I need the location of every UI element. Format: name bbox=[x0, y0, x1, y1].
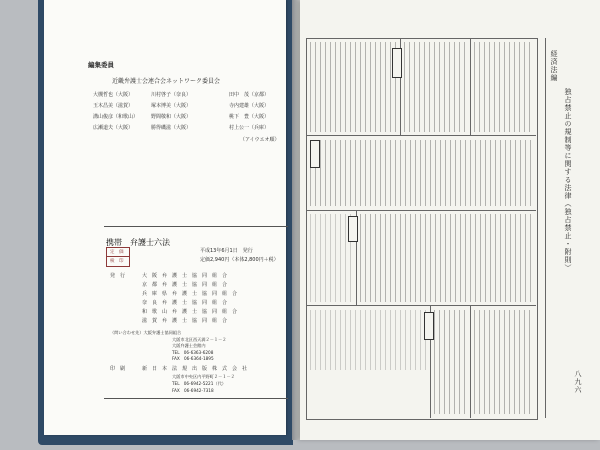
editorial-org: 近畿弁護士会連合会ネットワーク委員会 bbox=[112, 78, 221, 85]
member-name: 桃下 豊（大阪） bbox=[229, 114, 270, 120]
publisher-name: 奈 良 弁 護 士 協 同 組 合 bbox=[142, 300, 228, 306]
inquiry-building: 大阪弁護士会館内 bbox=[172, 343, 206, 348]
law-text-block bbox=[474, 42, 532, 132]
price-stamp-box bbox=[106, 247, 130, 267]
stamp-label-bottom: 検 印 bbox=[110, 259, 124, 264]
article-label-box bbox=[392, 48, 402, 78]
row-divider bbox=[306, 305, 536, 306]
member-name: 玉木昌美（滋賀） bbox=[93, 103, 134, 109]
publisher-name: 兵 庫 県 弁 護 士 協 同 組 合 bbox=[142, 291, 238, 297]
publisher-name: 和 歌 山 弁 護 士 協 同 組 合 bbox=[142, 309, 238, 315]
publisher-label: 発 行 bbox=[110, 273, 126, 279]
inquiry-fax: FAX 06-6364-1895 bbox=[172, 356, 214, 361]
colophon-top-rule bbox=[104, 226, 288, 227]
issue-date: 平成13年6月1日 発行 bbox=[200, 248, 253, 254]
law-text-block bbox=[310, 42, 396, 132]
law-text-block bbox=[310, 214, 352, 302]
page-number: 八九六 bbox=[574, 370, 582, 394]
member-name: 勝得磯滋（大阪） bbox=[151, 125, 192, 131]
publisher-name: 滋 賀 弁 護 士 協 同 組 合 bbox=[142, 318, 228, 324]
law-title: 独占禁止の規制等に関する法律（独占禁止・附則） bbox=[564, 88, 572, 272]
printer-tel: TEL 06-6942-5221（代） bbox=[172, 381, 226, 386]
member-name: 溝山俊彦（和歌山） bbox=[93, 114, 139, 120]
section-label: 経済法編 bbox=[550, 50, 558, 82]
law-text-block bbox=[434, 310, 466, 414]
law-text-block bbox=[360, 214, 532, 302]
law-text-block bbox=[310, 310, 426, 370]
publisher-name: 京 都 弁 護 士 協 同 組 合 bbox=[142, 282, 228, 288]
book-price: 定価2,940円（本体2,800円＋税） bbox=[200, 257, 279, 263]
printer-name: 新 日 本 法 規 出 版 株 式 会 社 bbox=[142, 366, 248, 372]
margin-rule bbox=[545, 38, 546, 418]
row-divider bbox=[306, 135, 536, 136]
inquiry-address: 大阪市北区西天満２－１－２ bbox=[172, 337, 227, 342]
member-name: 広瀬道夫（大阪） bbox=[93, 125, 134, 131]
printer-fax: FAX 06-6942-7318 bbox=[172, 388, 214, 393]
stamp-label-top: 定 価 bbox=[110, 250, 124, 255]
member-name: 寺内建雄（大阪） bbox=[229, 103, 270, 109]
editorial-heading: 編集委員 bbox=[88, 61, 114, 69]
column-divider bbox=[470, 38, 471, 135]
member-name: 村上公一（兵庫） bbox=[229, 125, 270, 131]
article-label-box bbox=[424, 312, 434, 340]
article-label-box bbox=[310, 140, 320, 168]
printer-label: 印 刷 bbox=[110, 366, 126, 372]
member-name: 田中 茂（京都） bbox=[229, 92, 270, 98]
inquiry-contact: （問い合わせ先）大阪弁護士協同組合 bbox=[110, 330, 182, 335]
column-divider bbox=[470, 305, 471, 418]
article-label-box bbox=[348, 216, 358, 242]
inquiry-tel: TEL 06-6363-6208 bbox=[172, 350, 214, 355]
member-name: 大槻哲也（大阪） bbox=[93, 92, 134, 98]
member-name: 川村啓子（奈良） bbox=[151, 92, 192, 98]
colophon-bottom-rule bbox=[104, 398, 288, 399]
row-divider bbox=[306, 210, 536, 211]
colophon-book-title: 携帯 弁護士六法 bbox=[106, 238, 170, 247]
members-order-note: （アイウエオ順） bbox=[240, 137, 280, 143]
law-text-block bbox=[310, 140, 532, 206]
member-name: 塚本博美（大阪） bbox=[151, 103, 192, 109]
member-name: 野間敬和（大阪） bbox=[151, 114, 192, 120]
law-text-block bbox=[404, 42, 466, 132]
publisher-name: 大 阪 弁 護 士 協 同 組 合 bbox=[142, 273, 228, 279]
printer-address: 大阪市中央区内平野町２－１－２ bbox=[172, 374, 235, 379]
law-text-block bbox=[474, 310, 532, 414]
